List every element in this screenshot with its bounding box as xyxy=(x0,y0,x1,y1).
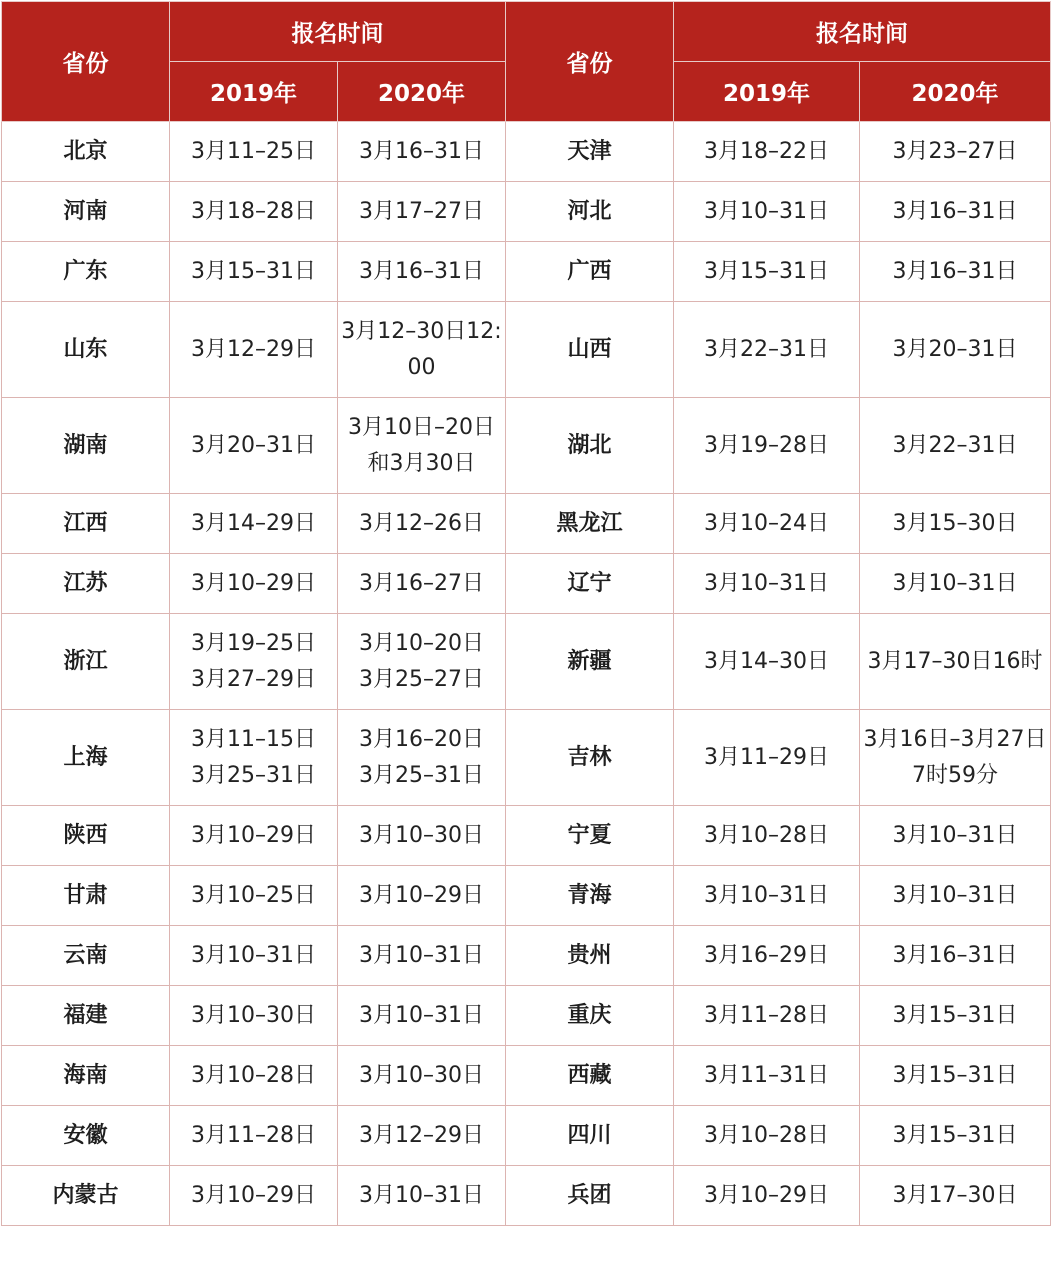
date-2019-cell: 3月10–28日 xyxy=(170,1046,338,1106)
date-2020-cell: 3月15–31日 xyxy=(860,1106,1051,1166)
province-cell: 广东 xyxy=(2,242,170,302)
table-row xyxy=(2,302,1051,398)
province-cell: 北京 xyxy=(2,122,170,182)
date-line: 3月16–20日 xyxy=(359,726,484,752)
date-2020-cell: 3月10–31日 xyxy=(860,866,1051,926)
date-2019-cell: 3月22–31日 xyxy=(674,302,860,398)
date-2019-cell: 3月19–28日 xyxy=(674,398,860,494)
province-cell: 海南 xyxy=(2,1046,170,1106)
date-2019-cell: 3月10–24日 xyxy=(674,494,860,554)
date-2020-cell: 3月12–26日 xyxy=(338,494,506,554)
date-2019-cell xyxy=(170,710,338,806)
date-line: 3月25–31日 xyxy=(359,762,484,788)
date-2020-cell: 3月22–31日 xyxy=(860,398,1051,494)
date-2020-cell: 3月16–27日 xyxy=(338,554,506,614)
date-2019-cell: 3月10–29日 xyxy=(674,1166,860,1226)
date-2020-cell: 3月10日–20日和3月30日 xyxy=(338,398,506,494)
header-2020-left: 2020年 xyxy=(338,62,506,122)
date-2019-cell: 3月16–29日 xyxy=(674,926,860,986)
table-row xyxy=(2,926,1051,986)
date-2020-cell: 3月16–31日 xyxy=(338,242,506,302)
date-2020-cell xyxy=(338,710,506,806)
date-2020-cell: 3月10–31日 xyxy=(860,806,1051,866)
date-line: 3月11–15日 xyxy=(191,726,316,752)
date-2019-cell: 3月10–29日 xyxy=(170,554,338,614)
header-province-right: 省份 xyxy=(506,2,674,122)
table-row xyxy=(2,710,1051,806)
header-signup-time-left: 报名时间 xyxy=(170,2,506,62)
date-2019-cell: 3月11–28日 xyxy=(674,986,860,1046)
province-cell: 甘肃 xyxy=(2,866,170,926)
table-row xyxy=(2,1166,1051,1226)
province-cell: 上海 xyxy=(2,710,170,806)
header-province-left: 省份 xyxy=(2,2,170,122)
date-2020-cell: 3月10–29日 xyxy=(338,866,506,926)
table-row xyxy=(2,806,1051,866)
date-2019-cell: 3月10–31日 xyxy=(674,866,860,926)
date-2019-cell: 3月11–31日 xyxy=(674,1046,860,1106)
date-2019-cell: 3月11–25日 xyxy=(170,122,338,182)
province-cell: 河南 xyxy=(2,182,170,242)
header-signup-time-right: 报名时间 xyxy=(674,2,1051,62)
table-row xyxy=(2,614,1051,710)
date-2019-cell: 3月15–31日 xyxy=(170,242,338,302)
table-row xyxy=(2,1106,1051,1166)
date-2019-cell: 3月10–25日 xyxy=(170,866,338,926)
date-2019-cell: 3月10–30日 xyxy=(170,986,338,1046)
date-2020-cell: 3月17–30日16时 xyxy=(860,614,1051,710)
date-2019-cell: 3月20–31日 xyxy=(170,398,338,494)
date-2019-cell: 3月15–31日 xyxy=(674,242,860,302)
date-2020-cell: 3月15–30日 xyxy=(860,494,1051,554)
province-cell: 安徽 xyxy=(2,1106,170,1166)
table-row xyxy=(2,494,1051,554)
date-2019-cell: 3月10–31日 xyxy=(170,926,338,986)
date-line: 3月10–20日 xyxy=(359,630,484,656)
date-2019-cell: 3月10–28日 xyxy=(674,1106,860,1166)
date-2020-cell: 3月16–31日 xyxy=(860,926,1051,986)
province-cell: 兵团 xyxy=(506,1166,674,1226)
table-row xyxy=(2,866,1051,926)
date-2019-cell: 3月14–29日 xyxy=(170,494,338,554)
table-row xyxy=(2,986,1051,1046)
table-row xyxy=(2,182,1051,242)
header-2020-right: 2020年 xyxy=(860,62,1051,122)
date-2019-cell: 3月11–28日 xyxy=(170,1106,338,1166)
province-cell: 内蒙古 xyxy=(2,1166,170,1226)
date-line: 3月25–31日 xyxy=(191,762,316,788)
province-cell: 广西 xyxy=(506,242,674,302)
date-2019-cell: 3月10–31日 xyxy=(674,554,860,614)
date-2020-cell xyxy=(338,614,506,710)
province-cell: 山东 xyxy=(2,302,170,398)
date-2020-cell: 3月23–27日 xyxy=(860,122,1051,182)
province-cell: 浙江 xyxy=(2,614,170,710)
date-2020-cell: 3月16日–3月27日7时59分 xyxy=(860,710,1051,806)
registration-time-table xyxy=(1,1,1051,1226)
date-2020-cell: 3月17–27日 xyxy=(338,182,506,242)
date-2019-cell: 3月14–30日 xyxy=(674,614,860,710)
province-cell: 湖北 xyxy=(506,398,674,494)
date-2019-cell xyxy=(170,614,338,710)
table-row xyxy=(2,122,1051,182)
table-row xyxy=(2,242,1051,302)
province-cell: 吉林 xyxy=(506,710,674,806)
province-cell: 新疆 xyxy=(506,614,674,710)
date-2020-cell: 3月10–30日 xyxy=(338,806,506,866)
date-2020-cell: 3月10–31日 xyxy=(338,986,506,1046)
province-cell: 江苏 xyxy=(2,554,170,614)
province-cell: 贵州 xyxy=(506,926,674,986)
province-cell: 重庆 xyxy=(506,986,674,1046)
province-cell: 辽宁 xyxy=(506,554,674,614)
date-2019-cell: 3月18–22日 xyxy=(674,122,860,182)
date-2020-cell: 3月16–31日 xyxy=(860,242,1051,302)
date-2019-cell: 3月11–29日 xyxy=(674,710,860,806)
date-2020-cell: 3月20–31日 xyxy=(860,302,1051,398)
date-2020-cell: 3月15–31日 xyxy=(860,986,1051,1046)
province-cell: 黑龙江 xyxy=(506,494,674,554)
province-cell: 山西 xyxy=(506,302,674,398)
date-2020-cell: 3月16–31日 xyxy=(860,182,1051,242)
province-cell: 四川 xyxy=(506,1106,674,1166)
date-2020-cell: 3月10–31日 xyxy=(860,554,1051,614)
table-row xyxy=(2,554,1051,614)
header-2019-left: 2019年 xyxy=(170,62,338,122)
date-2020-cell: 3月16–31日 xyxy=(338,122,506,182)
date-2020-cell: 3月12–29日 xyxy=(338,1106,506,1166)
table-row xyxy=(2,1046,1051,1106)
date-2019-cell: 3月10–31日 xyxy=(674,182,860,242)
header-2019-right: 2019年 xyxy=(674,62,860,122)
date-2020-cell: 3月10–30日 xyxy=(338,1046,506,1106)
date-line: 3月25–27日 xyxy=(359,666,484,692)
date-2020-cell: 3月10–31日 xyxy=(338,926,506,986)
date-2019-cell: 3月18–28日 xyxy=(170,182,338,242)
date-2020-cell: 3月12–30日12:00 xyxy=(338,302,506,398)
date-2020-cell: 3月17–30日 xyxy=(860,1166,1051,1226)
date-2019-cell: 3月12–29日 xyxy=(170,302,338,398)
province-cell: 天津 xyxy=(506,122,674,182)
province-cell: 宁夏 xyxy=(506,806,674,866)
province-cell: 西藏 xyxy=(506,1046,674,1106)
province-cell: 云南 xyxy=(2,926,170,986)
province-cell: 湖南 xyxy=(2,398,170,494)
date-2019-cell: 3月10–28日 xyxy=(674,806,860,866)
date-2020-cell: 3月10–31日 xyxy=(338,1166,506,1226)
province-cell: 陕西 xyxy=(2,806,170,866)
province-cell: 江西 xyxy=(2,494,170,554)
date-2020-cell: 3月15–31日 xyxy=(860,1046,1051,1106)
province-cell: 福建 xyxy=(2,986,170,1046)
date-2019-cell: 3月10–29日 xyxy=(170,806,338,866)
table-row xyxy=(2,398,1051,494)
date-line: 3月19–25日 xyxy=(191,630,316,656)
date-line: 3月27–29日 xyxy=(191,666,316,692)
header-row-top xyxy=(2,2,1051,62)
date-2019-cell: 3月10–29日 xyxy=(170,1166,338,1226)
province-cell: 河北 xyxy=(506,182,674,242)
province-cell: 青海 xyxy=(506,866,674,926)
